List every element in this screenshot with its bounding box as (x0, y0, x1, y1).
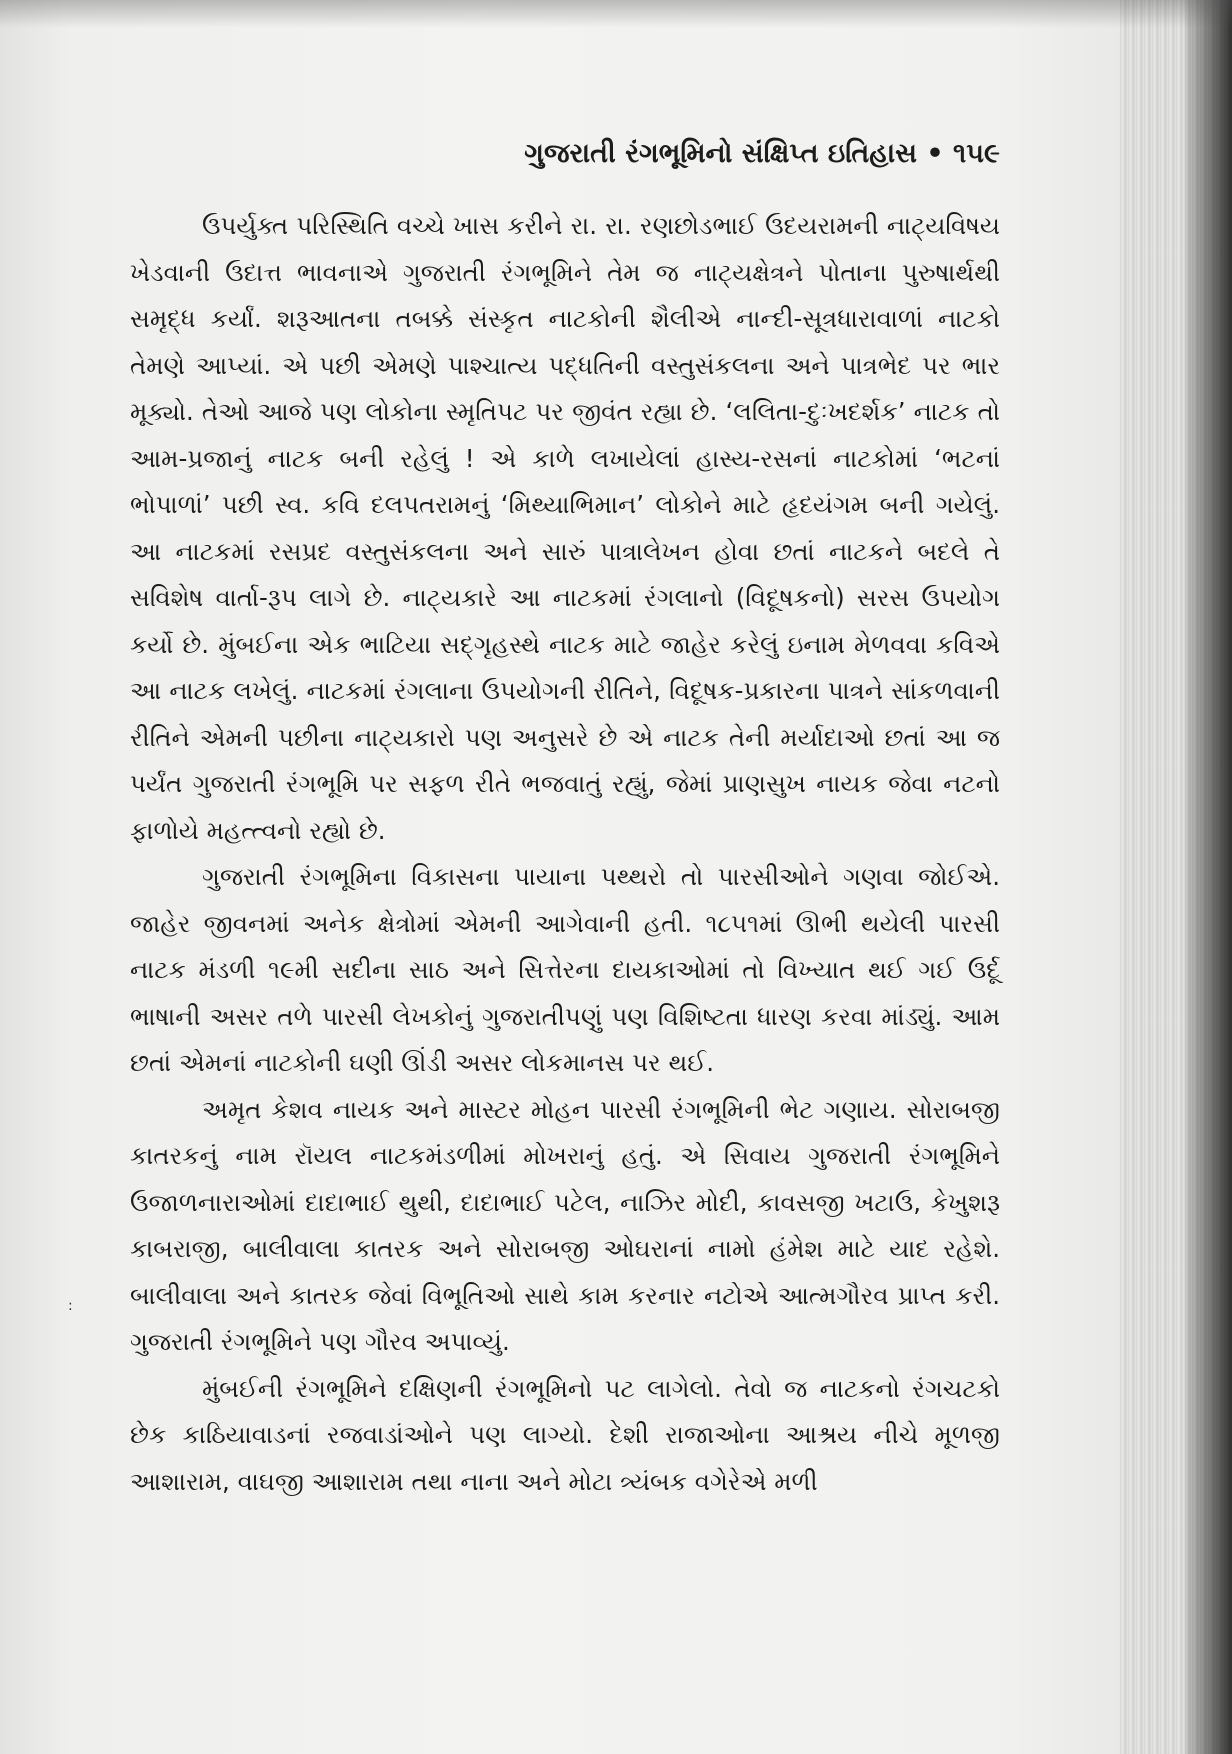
paragraph-3: અમૃત કેશવ નાયક અને માસ્ટર મોહન પારસી રંગભૂમિની ભેટ ગણાય. સોરાબજી કાતરકનું નામ રૉયલ નાટકમંડળીમાં મોખરાનું હતું. એ સિવાય ગુજરાતી રંગભૂમિને ઉજાળનારાઓમાં દાદાભાઈ થુથી, દાદાભાઈ પટેલ, નાઝિર મોદી, કાવસજી ખટાઉ, કેખુશરૂ કાબરાજી, બાલીવાલા કાતરક અને સોરાબજી ઓઘરાનાં નામો હંમેશ માટે યાદ રહેશે. બાલીવાલા અને કાતરક જેવાં વિભૂતિઓ સાથે કામ કરનાર નટોએ આત્મગૌરવ પ્રાપ્ત કરી. ગુજરાતી રંગભૂમિને પણ ગૌરવ અપાવ્યું. (130, 1094, 1000, 1356)
body-text (130, 203, 1000, 1505)
running-header: ગુજરાતી રંગભૂમિનો સંક્ષિપ્ત ઇતિહાસ • ૧૫૯ (524, 138, 1000, 169)
margin-mark: : (68, 1298, 73, 1314)
paragraph-4: મુંબઈની રંગભૂમિને દક્ષિણની રંગભૂમિનો પટ લાગેલો. તેવો જ નાટકનો રંગચટકો છેક કાઠિયાવાડનાં રજવાડાંઓને પણ લાગ્યો. દેશી રાજાઓના આશ્રય નીચે મૂળજી આશારામ, વાઘજી આશારામ તથા નાના અને મોટા ત્ર્યંબક વગેરેએ મળી (130, 1373, 1000, 1496)
top-shadow (0, 0, 1232, 28)
paragraph-2: ગુજરાતી રંગભૂમિના વિકાસના પાયાના પથ્થરો તો પારસીઓને ગણવા જોઈએ. જાહેર જીવનમાં અનેક ક્ષેત્રોમાં એમની આગેવાની હતી. ૧૮૫૧માં ઊભી થયેલી પારસી નાટક મંડળી ૧૯મી સદીના સાઠ અને સિત્તેરના દાયકાઓમાં તો વિખ્યાત થઈ ગઈ ઉર્દૂ ભાષાની અસર તળે પારસી લેખકોનું ગુજરાતીપણું પણ વિશિષ્ટતા ધારણ કરવા માંડ્યું. આમ છતાં એમનાં નાટકોની ઘણી ઊંડી અસર લોકમાનસ પર થઈ. (130, 862, 1000, 1077)
page-edge-shadow (1185, 0, 1232, 1754)
paragraph-1: ઉપર્યુક્ત પરિસ્થિતિ વચ્ચે ખાસ કરીને રા. રા. રણછોડભાઈ ઉદયરામની નાટ્યવિષય ખેડવાની ઉદાત્ત ભાવનાએ ગુજરાતી રંગભૂમિને તેમ જ નાટ્યક્ષેત્રને પોતાના પુરુષાર્થથી સમૃદ્ધ કર્યાં. શરૂઆતના તબક્કે સંસ્કૃત નાટકોની શૈલીએ નાન્દી-સૂત્રધારાવાળાં નાટકો તેમણે આપ્યાં. એ પછી એમણે પાશ્ચાત્ય પદ્ધતિની વસ્તુસંકલના અને પાત્રભેદ પર ભાર મૂક્યો. તેઓ આજે પણ લોકોના સ્મૃતિપટ પર જીવંત રહ્યા છે. ‘લલિતા-દુઃખદર્શક’ નાટક તો આમ-પ્રજાનું નાટક બની રહેલું ! એ કાળે લખાયેલાં હાસ્ય-રસનાં નાટકોમાં ‘ભટનાં ભોપાળાં’ પછી સ્વ. કવિ દલપતરામનું ‘મિથ્યાભિમાન’ લોકોને માટે હૃદયંગમ બની ગયેલું. આ નાટકમાં રસપ્રદ વસ્તુસંકલના અને સારું પાત્રાલેખન હોવા છતાં નાટકને બદલે તે સવિશેષ વાર્તા-રૂપ લાગે છે. નાટ્યકારે આ નાટકમાં રંગલાનો (વિદૂષકનો) સરસ ઉપયોગ કર્યો છે. મુંબઈના એક ભાટિયા સદ્‌ગૃહસ્થે નાટક માટે જાહેર કરેલું ઇનામ મેળવવા કવિએ આ નાટક લખેલું. નાટકમાં રંગલાના ઉપયોગની રીતિને, વિદૂષક-પ્રકારના પાત્રને સાંકળવાની રીતિને એમની પછીના નાટ્યકારો પણ અનુસરે છે એ નાટક તેની મર્યાદાઓ છતાં આ જ પર્યંત ગુજરાતી રંગભૂમિ પર સફળ રીતે ભજવાતું રહ્યું, જેમાં પ્રાણસુખ નાયક જેવા નટનો ફાળોયે મહત્ત્વનો રહ્યો છે. (130, 211, 1000, 845)
